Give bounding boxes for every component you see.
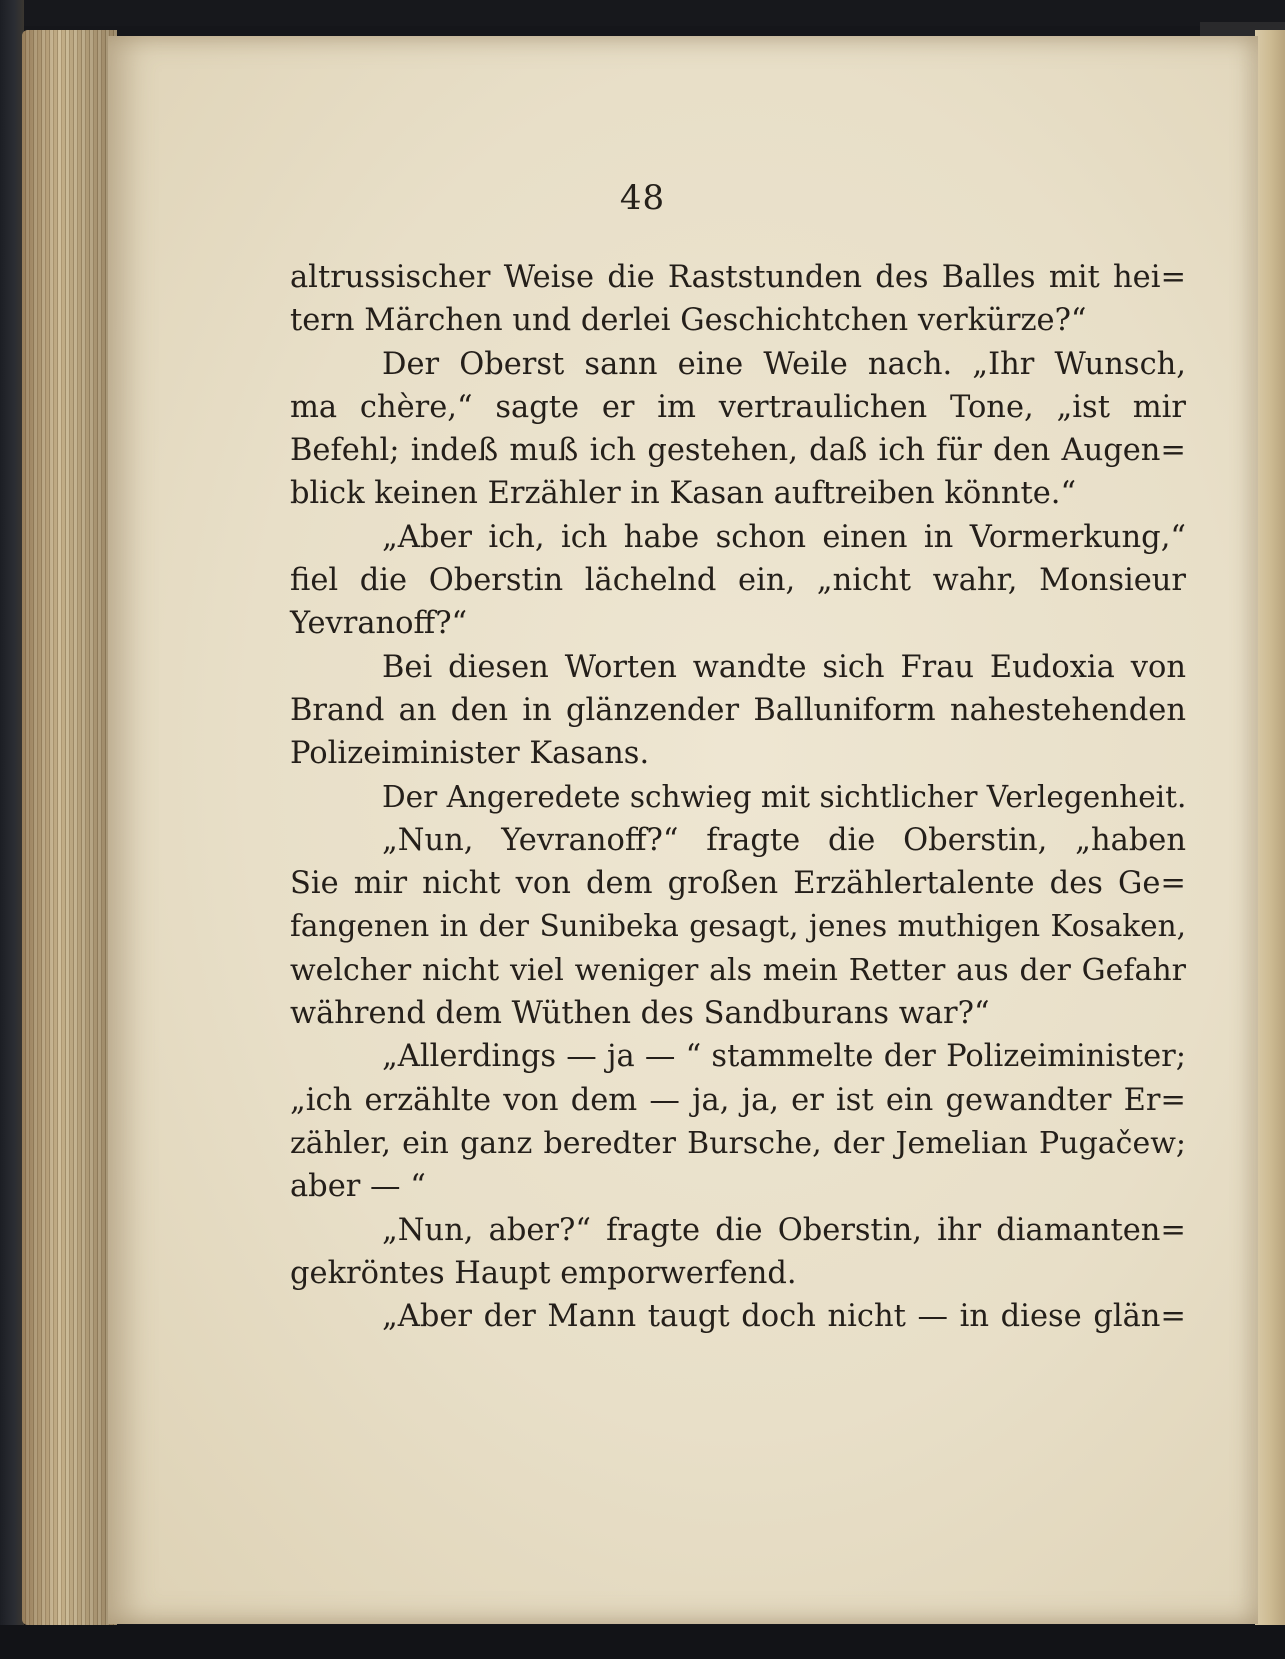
text-line: „Allerdings — ja — “ stammelte der Polizeiminister; [382, 1039, 1186, 1075]
text-line: fangenen in der Sunibeka gesagt, jenes muthigen Kosaken, [290, 909, 1186, 944]
text-line: „Aber ich, ich habe schon einen in Vormerkung,“ [382, 519, 1186, 555]
text-line: aber — “ [290, 1169, 426, 1205]
text-line: Befehl; indeß muß ich gestehen, daß ich für den Augen= [290, 433, 1186, 469]
text-line: ma chère,“ sagte er im vertraulichen Tone, „ist mir [290, 389, 1186, 425]
page-number: 48 [619, 178, 666, 218]
book-cover-edge [0, 0, 24, 1640]
text-line: „ich erzählte von dem — ja, ja, er ist ein gewandter Er= [290, 1082, 1186, 1118]
text-line: fiel die Oberstin lächelnd ein, „nicht wahr, Monsieur [290, 563, 1186, 599]
text-line: „Aber der Mann taugt doch nicht — in diese glän= [382, 1299, 1186, 1335]
text-line: Yevranoff?“ [290, 606, 468, 642]
text-line: tern Märchen und derlei Geschichtchen verkürze?“ [290, 303, 1087, 339]
text-line: welcher nicht viel weniger als mein Retter aus der Gefahr [290, 952, 1186, 988]
text-line: zähler, ein ganz beredter Bursche, der Jemelian Pugačew; [290, 1125, 1186, 1161]
page-edges-shadow [22, 30, 117, 1625]
text-line: Polizeiminister Kasans. [290, 736, 650, 772]
text-line: blick keinen Erzähler in Kasan auftreiben könnte.“ [290, 476, 1077, 512]
text-line: während dem Wüthen des Sandburans war?“ [290, 996, 990, 1032]
text-line: „Nun, aber?“ fragte die Oberstin, ihr diamanten= [382, 1212, 1186, 1248]
text-line: „Nun, Yevranoff?“ fragte die Oberstin, „haben [382, 822, 1186, 858]
scan-background-bottom [0, 1625, 1285, 1659]
text-line: gekröntes Haupt emporwerfend. [290, 1255, 797, 1291]
text-line: Der Angeredete schwieg mit sichtlicher Verlegenheit. [382, 779, 1187, 814]
page-edge-right [1255, 30, 1285, 1628]
text-line: Der Oberst sann eine Weile nach. „Ihr Wunsch, [382, 346, 1186, 382]
text-line: Bei diesen Worten wandte sich Frau Eudoxia von [382, 649, 1186, 685]
text-line: Brand an den in glänzender Balluniform nahestehenden [290, 692, 1186, 728]
scan-background-top [0, 0, 1285, 26]
page-text [290, 256, 1186, 1338]
text-line: Sie mir nicht von dem großen Erzählertalente des Ge= [290, 866, 1186, 902]
text-line: altrussischer Weise die Raststunden des Balles mit hei= [290, 260, 1186, 295]
